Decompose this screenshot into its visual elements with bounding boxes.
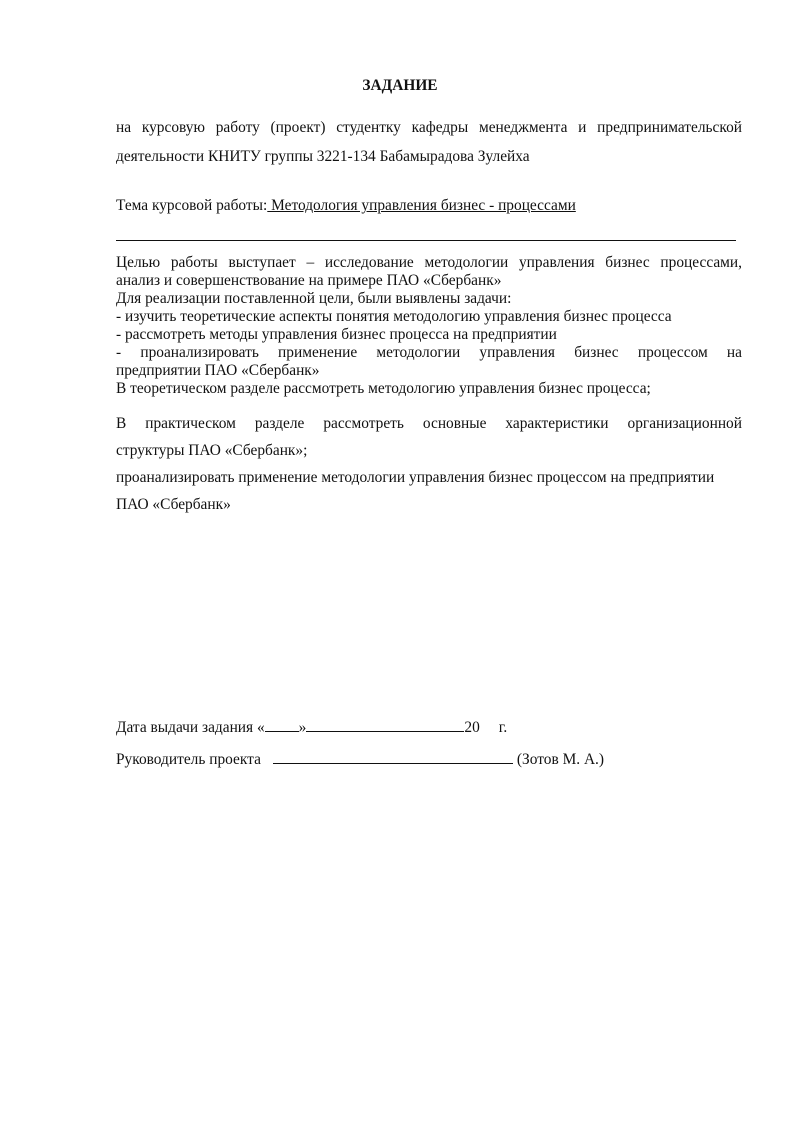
practice-section <box>116 410 742 518</box>
supervisor-label: Руководитель проекта <box>116 751 261 768</box>
issue-month-blank <box>306 717 464 732</box>
supervisor-name: (Зотов М. А.) <box>516 751 605 768</box>
topic-line <box>116 197 742 215</box>
issue-date-line <box>116 717 742 737</box>
tasks-intro: Для реализации поставленной цели, были выявлены задачи: <box>116 290 512 307</box>
task-2: - рассмотреть методы управления бизнес процесса на предприятии <box>116 326 557 343</box>
supervisor-signature-blank <box>273 749 513 764</box>
task-3-line-1: - проанализировать применение методологии управления бизнес процессом на <box>116 344 742 361</box>
intro-paragraph <box>116 113 742 171</box>
theory-task: В теоретическом разделе рассмотреть методологию управления бизнес процесса; <box>116 380 651 397</box>
issue-day-blank <box>265 717 299 732</box>
document-title: ЗАДАНИЕ <box>362 77 438 94</box>
issue-date-close-quote: » <box>298 719 307 736</box>
topic-value: Методология управления бизнес - процессами <box>267 197 576 214</box>
intro-line-1: на курсовую работу (проект) студентку кафедры менеджмента и предпринимательской <box>116 119 742 136</box>
task-3-line-2: предприятии ПАО «Сбербанк» <box>116 362 320 379</box>
topic-label: Тема курсовой работы: <box>116 197 268 214</box>
aim-line-1: Целью работы выступает – исследование методологии управления бизнес процессами, <box>116 254 742 271</box>
task-1: - изучить теоретические аспекты понятия методологию управления бизнес процесса <box>116 308 672 325</box>
supervisor-line <box>116 749 742 769</box>
practice-line-2: структуры ПАО «Сбербанк»; <box>116 442 308 459</box>
issue-year: 20 <box>464 719 480 736</box>
intro-line-2: деятельности КНИТУ группы 3221-134 Бабамырадова Зулейха <box>116 148 530 165</box>
goals-section <box>116 254 742 398</box>
aim-line-2: анализ и совершенствование на примере ПАО «Сбербанк» <box>116 272 502 289</box>
topic-underline <box>116 240 736 241</box>
practice-line-4: ПАО «Сбербанк» <box>116 496 231 513</box>
practice-line-3: проанализировать применение методологии управления бизнес процессом на предприятии <box>116 469 715 486</box>
issue-date-label: Дата выдачи задания « <box>116 719 265 736</box>
issue-year-suffix: г. <box>498 719 508 736</box>
practice-line-1: В практическом разделе рассмотреть основные характеристики организационной <box>116 415 742 432</box>
